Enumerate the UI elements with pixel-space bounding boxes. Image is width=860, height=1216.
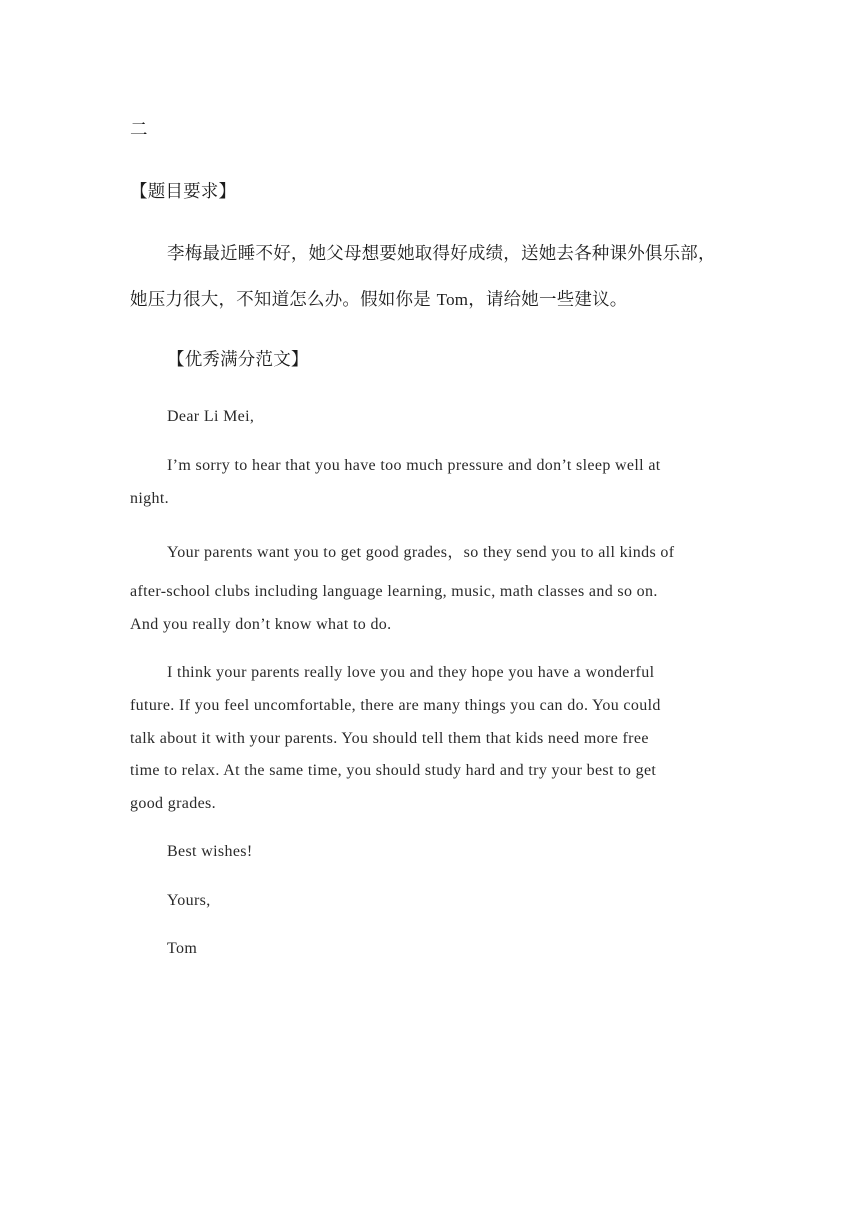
letter-salutation: Dear Li Mei,: [167, 408, 255, 425]
sample-heading: 【优秀满分范文】: [167, 350, 309, 370]
letter-p3-line-2: future. If you feel uncomfortable, there are many things you can do. You could: [130, 697, 661, 714]
task-line-2: [130, 286, 628, 311]
task-line-1: 李梅最近睡不好，她父母想要她取得好成绩，送她去各种课外俱乐部，: [167, 244, 716, 264]
letter-p1-line-2: night.: [130, 490, 169, 507]
letter-p3-line-1: I think your parents really love you and they hope you have a wonderful: [167, 664, 655, 681]
task-line-2-text-a: 她压力很大，不知道怎么办。假如你是: [130, 290, 437, 310]
letter-p3-line-3: talk about it with your parents. You should tell them that kids need more free: [130, 730, 649, 747]
letter-p2-line-1: Your parents want you to get good grades，so they send you to all kinds of: [167, 544, 675, 561]
section-number: 二: [130, 120, 148, 140]
letter-p3-line-4: time to relax. At the same time, you should study hard and try your best to get: [130, 762, 657, 779]
letter-p1-line-1: I’m sorry to hear that you have too much pressure and don’t sleep well at: [167, 457, 661, 474]
letter-p3-line-5: good grades.: [130, 795, 216, 812]
letter-p2-line-3: And you really don’t know what to do.: [130, 616, 392, 633]
task-line-2-name: Tom: [436, 290, 469, 309]
task-heading: 【题目要求】: [130, 182, 237, 202]
task-line-2-text-b: ，请给她一些建议。: [468, 290, 628, 310]
letter-signoff: Yours,: [167, 892, 211, 909]
letter-signature: Tom: [167, 940, 198, 957]
letter-p2-line-2: after-school clubs including language learning, music, math classes and so on.: [130, 583, 658, 600]
letter-closing: Best wishes!: [167, 843, 253, 860]
